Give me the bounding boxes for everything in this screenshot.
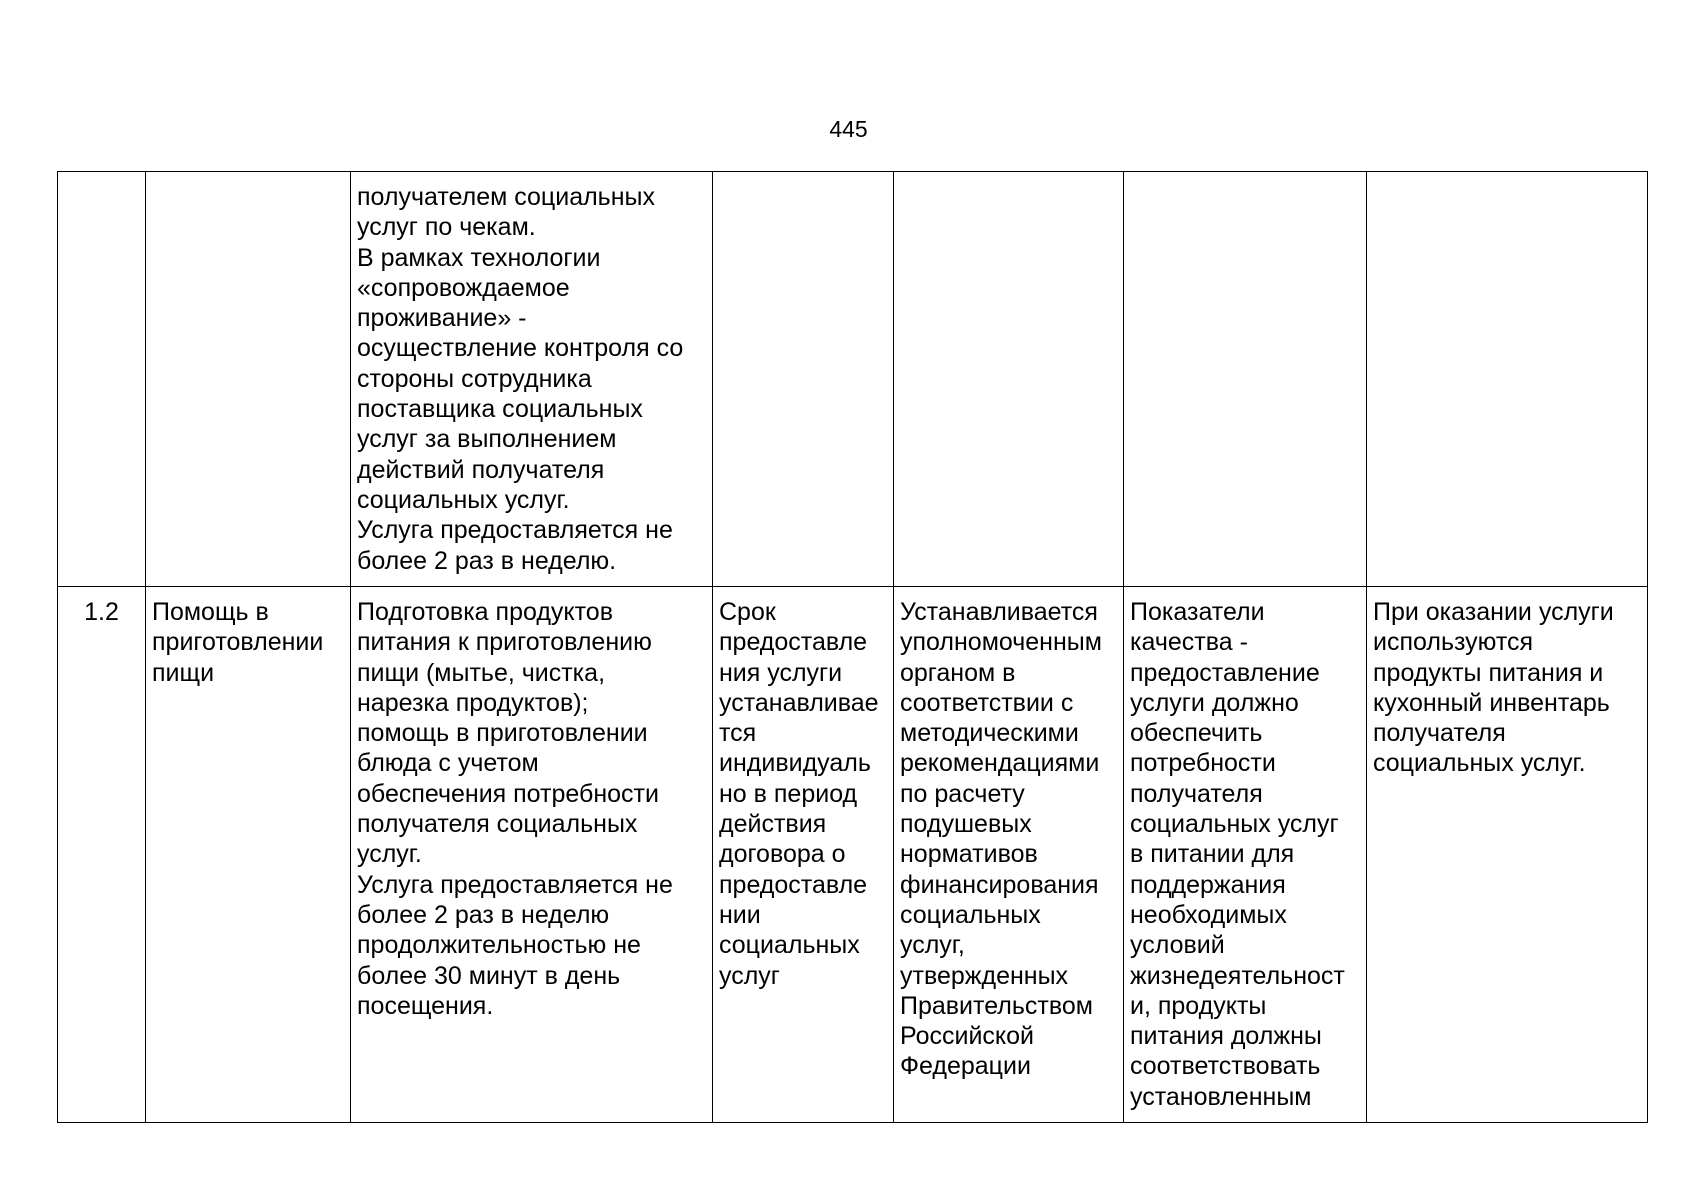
cell-number: 1.2: [58, 587, 146, 1123]
cell-service-name: [146, 172, 351, 587]
cell-number: [58, 172, 146, 587]
cell-service-name: Помощь в приготовлении пищи: [146, 587, 351, 1123]
cell-service-quality: [1124, 172, 1367, 587]
page-number: 445: [829, 116, 868, 142]
cell-service-term: [713, 172, 894, 587]
cell-service-norm: Устанавливается уполномоченным органом в соответствии с методическими рекомендациями по расчету подушевых нормативов финансирования социальных услуг, утвержденных Правительством Российской Федерации: [894, 587, 1124, 1123]
cell-service-description: получателем социальных услуг по чекам. В рамках технологии «сопровождаемое проживание» - осуществление контроля со стороны сотрудника поставщика социальных услуг за выполнением действий получателя социальных услуг. Услуга предоставляется не более 2 раз в неделю.: [351, 172, 713, 587]
table-row: [58, 172, 1648, 587]
table-row: [58, 587, 1648, 1123]
cell-service-conditions: При оказании услуги используются продукты питания и кухонный инвентарь получателя социальных услуг.: [1367, 587, 1648, 1123]
cell-service-description: Подготовка продуктов питания к приготовлению пищи (мытье, чистка, нарезка продуктов); помощь в приготовлении блюда с учетом обеспечения потребности получателя социальных услуг. Услуга предоставляется не более 2 раз в неделю продолжительностью не более 30 минут в день посещения.: [351, 587, 713, 1123]
cell-service-norm: [894, 172, 1124, 587]
cell-service-conditions: [1367, 172, 1648, 587]
cell-service-term: Срок предоставле ния услуги устанавливае тся индивидуаль но в период действия договора о предоставле нии социальных услуг: [713, 587, 894, 1123]
cell-service-quality: Показатели качества - предоставление услуги должно обеспечить потребности получателя социальных услуг в питании для поддержания необходимых условий жизнедеятельност и, продукты питания должны соответствовать установленным: [1124, 587, 1367, 1123]
services-table: [57, 171, 1648, 1123]
